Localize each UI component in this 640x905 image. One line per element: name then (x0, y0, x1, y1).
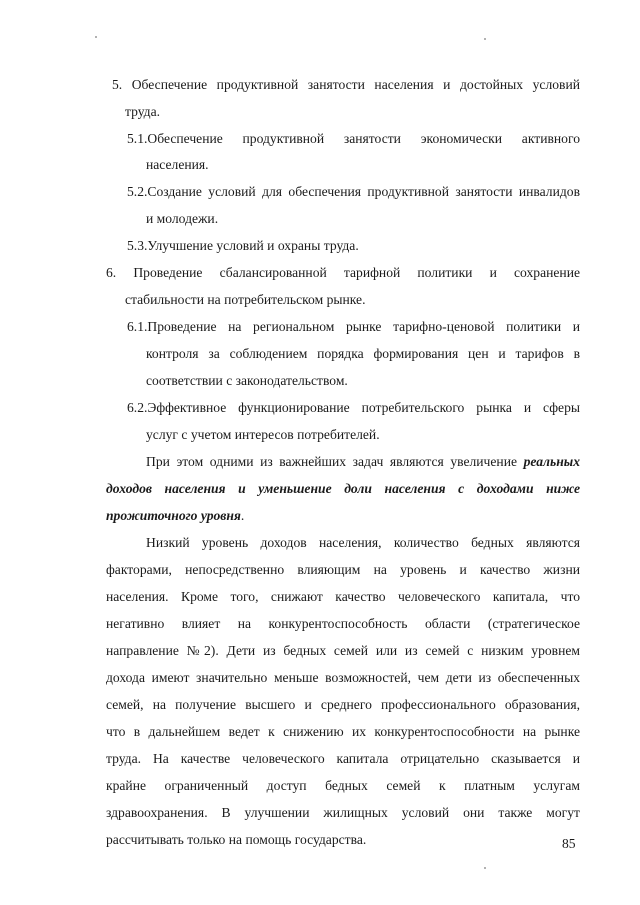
plain-text: При этом одними из важнейших задач являются увеличение (146, 454, 524, 469)
list-item-5-2 (127, 178, 580, 205)
text-line: дохода имеют значительно меньше возможностей, чем дети из обеспеченных (106, 670, 580, 685)
text-line: крайне ограниченный доступ бедных семей к платным услугам (106, 778, 580, 793)
text-line: факторами, непосредственно влияющим на уровень и качество жизни (106, 562, 580, 577)
list-item-5-1-continuation (146, 151, 446, 178)
page-number: 85 (562, 836, 576, 851)
text-line: негативно влияет на конкурентоспособность области (стратегическое (106, 616, 580, 631)
list-item-5-1 (127, 125, 580, 152)
text-line (106, 448, 580, 475)
text-line: стабильности на потребительском рынке. (125, 292, 366, 307)
scan-speck (484, 867, 486, 869)
scan-speck (484, 38, 486, 40)
emphasis-text: реальных (523, 454, 580, 469)
list-item-6-2 (127, 394, 580, 421)
text-line: соответствии с законодательством. (146, 373, 348, 388)
emphasis-line: доходов населения и уменьшение доли населения с доходами ниже (106, 481, 580, 496)
text-line: рассчитывать только на помощь государства. (106, 832, 367, 847)
text-line: 5.2.Создание условий для обеспечения продуктивной занятости инвалидов (127, 184, 580, 199)
text-line: Низкий уровень доходов населения, количество бедных являются (146, 535, 580, 550)
text-line: здравоохранения. В улучшении жилищных условий они также могут (106, 805, 580, 820)
list-item-5-2-continuation (146, 205, 446, 232)
list-item-6-continuation (125, 286, 525, 313)
text-line: населения. Кроме того, снижают качество человеческого капитала, что (106, 589, 580, 604)
list-item-6-1 (127, 313, 580, 340)
text-line: что в дальнейшем ведет к снижению их конкурентоспособности на рынке (106, 724, 580, 739)
list-item-6-1-continuation (146, 340, 580, 394)
text-line: услуг с учетом интересов потребителей. (146, 427, 380, 442)
income-paragraph (106, 529, 580, 853)
list-item-6-2-continuation (146, 421, 546, 448)
text-line: 5. Обеспечение продуктивной занятости населения и достойных условий (112, 77, 580, 92)
text-line (106, 502, 580, 529)
text-line: 6.1.Проведение на региональном рынке тарифно-ценовой политики и (127, 319, 580, 334)
text-line: труда. (125, 104, 161, 119)
text-line: и молодежи. (146, 211, 219, 226)
plain-text: . (240, 508, 245, 523)
emphasis-text: прожиточного уровня (106, 508, 241, 523)
tasks-paragraph (106, 448, 580, 529)
text-line: 6. Проведение сбалансированной тарифной политики и сохранение (106, 265, 580, 280)
text-line: семей, на получение высшего и среднего профессионального образования, (106, 697, 580, 712)
text-line: населения. (146, 157, 209, 172)
scan-speck (95, 36, 97, 38)
text-line: труда. На качестве человеческого капитала отрицательно сказывается и (106, 751, 580, 766)
list-item-6 (106, 259, 580, 286)
text-line: 5.1.Обеспечение продуктивной занятости экономически активного (127, 131, 580, 146)
text-line: 6.2.Эффективное функционирование потребительского рынка и сферы (127, 400, 580, 415)
text-line: контроля за соблюдением порядка формирования цен и тарифов в (146, 346, 580, 361)
text-line: 5.3.Улучшение условий и охраны труда. (127, 238, 359, 253)
list-item-5-continuation (125, 98, 425, 125)
list-item-5-3 (127, 232, 527, 259)
text-line: направление №2). Дети из бедных семей или из семей с низким уровнем (106, 643, 580, 658)
list-item-5 (112, 71, 580, 98)
